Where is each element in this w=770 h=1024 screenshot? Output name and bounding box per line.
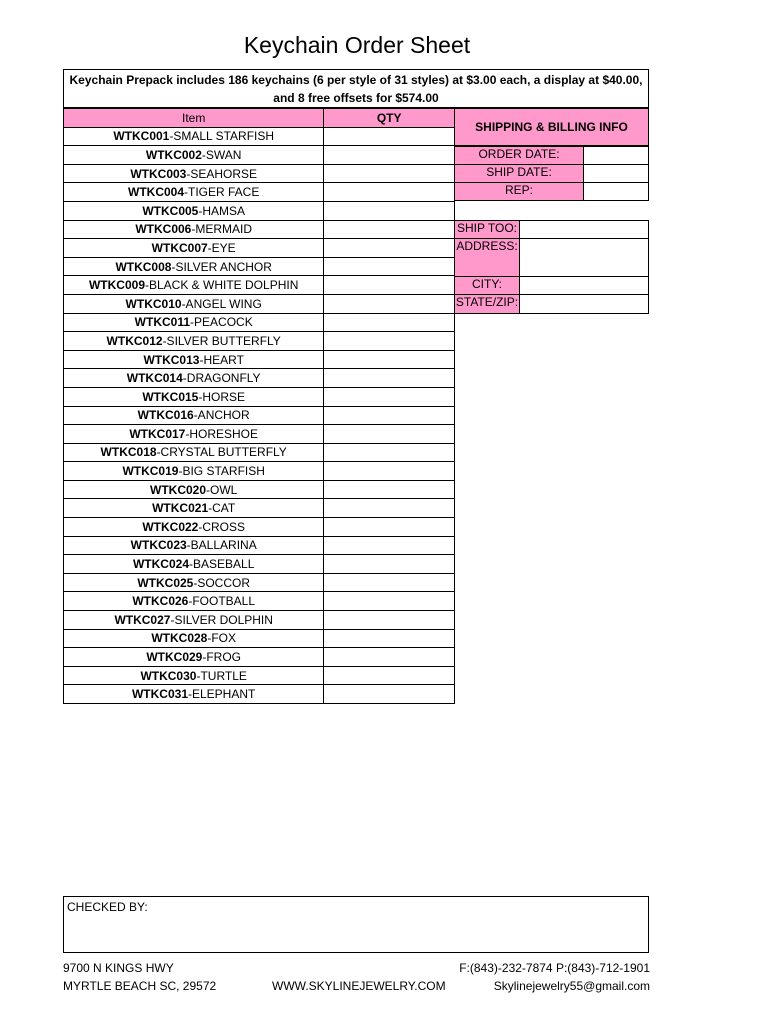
qty-input-cell[interactable] [324, 685, 455, 704]
table-row [64, 127, 455, 146]
qty-input-cell[interactable] [324, 350, 455, 369]
contact-info [459, 959, 650, 977]
table-row [64, 350, 455, 369]
item-cell [64, 648, 324, 667]
qty-input-cell[interactable] [324, 536, 455, 555]
table-row [64, 369, 455, 388]
item-code: WTKC019 [122, 464, 179, 479]
state-zip-field[interactable] [519, 294, 649, 314]
item-name: -ELEPHANT [188, 687, 256, 702]
qty-input-cell[interactable] [324, 276, 455, 295]
item-name: -BASEBALL [189, 557, 255, 572]
qty-input-cell[interactable] [324, 648, 455, 667]
checked-by-box[interactable] [63, 896, 649, 953]
item-cell [64, 239, 324, 258]
ship-date-label: SHIP DATE: [454, 164, 584, 183]
item-cell [64, 294, 324, 313]
item-name: -CROSS [198, 519, 246, 534]
prepack-description-line1: Keychain Prepack includes 186 keychains (6 per style of 31 styles) at $3.00 each, a display at $40.00, [69, 73, 643, 87]
item-code: WTKC013 [143, 352, 200, 367]
item-code: WTKC002 [145, 147, 202, 162]
order-date-field[interactable] [583, 146, 649, 165]
email-link[interactable]: Skylinejewelry55@gmail.com [493, 979, 650, 993]
item-cell [64, 666, 324, 685]
item-code: WTKC015 [142, 389, 199, 404]
qty-input-cell[interactable] [324, 146, 455, 165]
item-name: -HAMSA [198, 203, 246, 218]
item-name: -CRYSTAL BUTTERFLY [156, 445, 287, 460]
item-code: WTKC003 [130, 166, 187, 181]
item-code: WTKC031 [131, 687, 188, 702]
item-code: WTKC026 [132, 594, 189, 609]
phone-numbers: F:(843)-232-7874 P:(843)-712-1901 [459, 961, 650, 975]
table-row [64, 555, 455, 574]
qty-input-cell[interactable] [324, 369, 455, 388]
website-link[interactable]: WWW.SKYLINEJEWELRY.COM [272, 979, 446, 993]
qty-input-cell[interactable] [324, 239, 455, 258]
table-row [64, 573, 455, 592]
item-name: -EYE [207, 240, 236, 255]
table-row [64, 406, 455, 425]
item-name: -MERMAID [191, 222, 253, 237]
page-title: Keychain Order Sheet [243, 32, 471, 58]
item-name: -ANCHOR [193, 408, 250, 423]
item-cell [64, 350, 324, 369]
state-zip-label: STATE/ZIP: [454, 294, 520, 314]
table-row [64, 257, 455, 276]
qty-input-cell[interactable] [324, 611, 455, 630]
item-cell [64, 313, 324, 332]
item-cell [64, 276, 324, 295]
table-header-row [64, 109, 455, 128]
order-date-label: ORDER DATE: [454, 146, 584, 165]
item-name: -DRAGONFLY [182, 371, 261, 386]
item-name: -BLACK & WHITE DOLPHIN [145, 278, 299, 293]
item-name: -FROG [202, 650, 242, 665]
item-cell [64, 387, 324, 406]
item-cell [64, 480, 324, 499]
item-code: WTKC017 [129, 426, 186, 441]
table-row [64, 164, 455, 183]
item-name: -TIGER FACE [184, 185, 260, 200]
item-code: WTKC030 [140, 668, 197, 683]
item-cell [64, 499, 324, 518]
table-row [64, 480, 455, 499]
table-row [64, 611, 455, 630]
qty-input-cell[interactable] [324, 164, 455, 183]
item-column-header: Item [64, 109, 324, 128]
qty-input-cell[interactable] [324, 592, 455, 611]
item-name: -SILVER BUTTERFLY [162, 333, 281, 348]
item-name: -BALLARINA [186, 538, 257, 553]
table-row [64, 462, 455, 481]
item-code: WTKC009 [88, 278, 145, 293]
item-cell [64, 573, 324, 592]
table-row [64, 592, 455, 611]
item-code: WTKC010 [125, 296, 182, 311]
item-cell [64, 592, 324, 611]
rep-field[interactable] [583, 182, 649, 201]
item-cell [64, 183, 324, 202]
item-cell [64, 443, 324, 462]
address-label: ADDRESS: [454, 238, 520, 277]
table-row [64, 220, 455, 239]
item-name: -SEAHORSE [186, 166, 258, 181]
table-row [64, 443, 455, 462]
item-cell [64, 536, 324, 555]
qty-input-cell[interactable] [324, 499, 455, 518]
qty-input-cell[interactable] [324, 666, 455, 685]
item-cell [64, 257, 324, 276]
ship-date-field[interactable] [583, 164, 649, 183]
item-cell [64, 611, 324, 630]
item-cell [64, 127, 324, 146]
qty-input-cell[interactable] [324, 406, 455, 425]
qty-input-cell[interactable] [324, 201, 455, 220]
item-code: WTKC012 [106, 333, 163, 348]
address-line1: 9700 N KINGS HWY [63, 961, 174, 975]
qty-input-cell[interactable] [324, 127, 455, 146]
item-name: -HEART [199, 352, 244, 367]
qty-input-cell[interactable] [324, 220, 455, 239]
qty-input-cell[interactable] [324, 462, 455, 481]
item-cell [64, 555, 324, 574]
company-address [63, 959, 216, 995]
item-code: WTKC004 [128, 185, 185, 200]
rep-label: REP: [454, 182, 584, 201]
item-name: -SWAN [201, 147, 242, 162]
qty-input-cell[interactable] [324, 518, 455, 537]
item-cell [64, 332, 324, 351]
table-row [64, 294, 455, 313]
city-field[interactable] [519, 276, 649, 295]
item-code: WTKC005 [142, 203, 199, 218]
item-code: WTKC028 [151, 631, 208, 646]
ship-to-label: SHIP TOO: [454, 220, 520, 239]
item-name: -SILVER ANCHOR [171, 259, 272, 274]
qty-input-cell[interactable] [324, 629, 455, 648]
item-name: -SMALL STARFISH [169, 129, 275, 144]
item-cell [64, 685, 324, 704]
shipping-billing-header: SHIPPING & BILLING INFO [454, 108, 649, 146]
item-name: -SOCCOR [193, 575, 251, 590]
qty-input-cell[interactable] [324, 257, 455, 276]
item-code: WTKC025 [137, 575, 194, 590]
item-name: -TURTLE [196, 668, 247, 683]
item-code: WTKC018 [100, 445, 157, 460]
table-row [64, 276, 455, 295]
checked-by-label: CHECKED BY: [67, 900, 148, 914]
item-name: -SILVER DOLPHIN [170, 612, 273, 627]
item-cell [64, 406, 324, 425]
table-row [64, 648, 455, 667]
qty-input-cell[interactable] [324, 425, 455, 444]
qty-input-cell[interactable] [324, 443, 455, 462]
qty-input-cell[interactable] [324, 555, 455, 574]
item-code: WTKC027 [114, 612, 171, 627]
item-cell [64, 629, 324, 648]
qty-column-header: QTY [324, 109, 455, 128]
item-code: WTKC029 [146, 650, 203, 665]
item-cell [64, 462, 324, 481]
prepack-description-line2: and 8 free offsets for $574.00 [273, 91, 439, 105]
item-cell [64, 369, 324, 388]
table-row [64, 629, 455, 648]
table-row [64, 313, 455, 332]
address-field[interactable] [519, 238, 649, 277]
item-name: -ANGEL WING [181, 296, 262, 311]
item-cell [64, 164, 324, 183]
item-name: -FOOTBALL [188, 594, 256, 609]
item-cell [64, 201, 324, 220]
table-row [64, 685, 455, 704]
order-items-table [63, 108, 455, 704]
item-name: -BIG STARFISH [178, 464, 265, 479]
item-cell [64, 146, 324, 165]
table-row [64, 239, 455, 258]
table-row [64, 499, 455, 518]
item-code: WTKC021 [152, 501, 209, 516]
table-row [64, 518, 455, 537]
table-row [64, 666, 455, 685]
qty-input-cell[interactable] [324, 294, 455, 313]
item-code: WTKC011 [134, 315, 191, 330]
item-code: WTKC014 [126, 371, 183, 386]
table-row [64, 146, 455, 165]
item-code: WTKC020 [150, 482, 207, 497]
qty-input-cell[interactable] [324, 183, 455, 202]
item-code: WTKC023 [130, 538, 187, 553]
qty-input-cell[interactable] [324, 332, 455, 351]
item-cell [64, 425, 324, 444]
item-cell [64, 220, 324, 239]
address-line2: MYRTLE BEACH SC, 29572 [63, 979, 217, 993]
item-name: -CAT [208, 501, 236, 516]
item-code: WTKC016 [137, 408, 194, 423]
item-code: WTKC008 [115, 259, 172, 274]
table-row [64, 387, 455, 406]
item-cell [64, 518, 324, 537]
item-name: -PEACOCK [190, 315, 253, 330]
qty-input-cell[interactable] [324, 313, 455, 332]
table-row [64, 332, 455, 351]
prepack-description [63, 69, 649, 108]
item-name: -FOX [207, 631, 237, 646]
item-code: WTKC022 [142, 519, 199, 534]
item-code: WTKC007 [151, 240, 208, 255]
item-code: WTKC006 [135, 222, 192, 237]
item-name: -HORSE [198, 389, 246, 404]
ship-to-field[interactable] [519, 220, 649, 239]
qty-input-cell[interactable] [324, 480, 455, 499]
item-name: -HORESHOE [185, 426, 259, 441]
qty-input-cell[interactable] [324, 573, 455, 592]
city-label: CITY: [454, 276, 520, 295]
table-row [64, 536, 455, 555]
table-row [64, 425, 455, 444]
item-code: WTKC001 [113, 129, 170, 144]
table-row [64, 201, 455, 220]
qty-input-cell[interactable] [324, 387, 455, 406]
order-items-body [64, 127, 455, 703]
item-code: WTKC024 [132, 557, 189, 572]
item-name: -OWL [206, 482, 238, 497]
table-row [64, 183, 455, 202]
